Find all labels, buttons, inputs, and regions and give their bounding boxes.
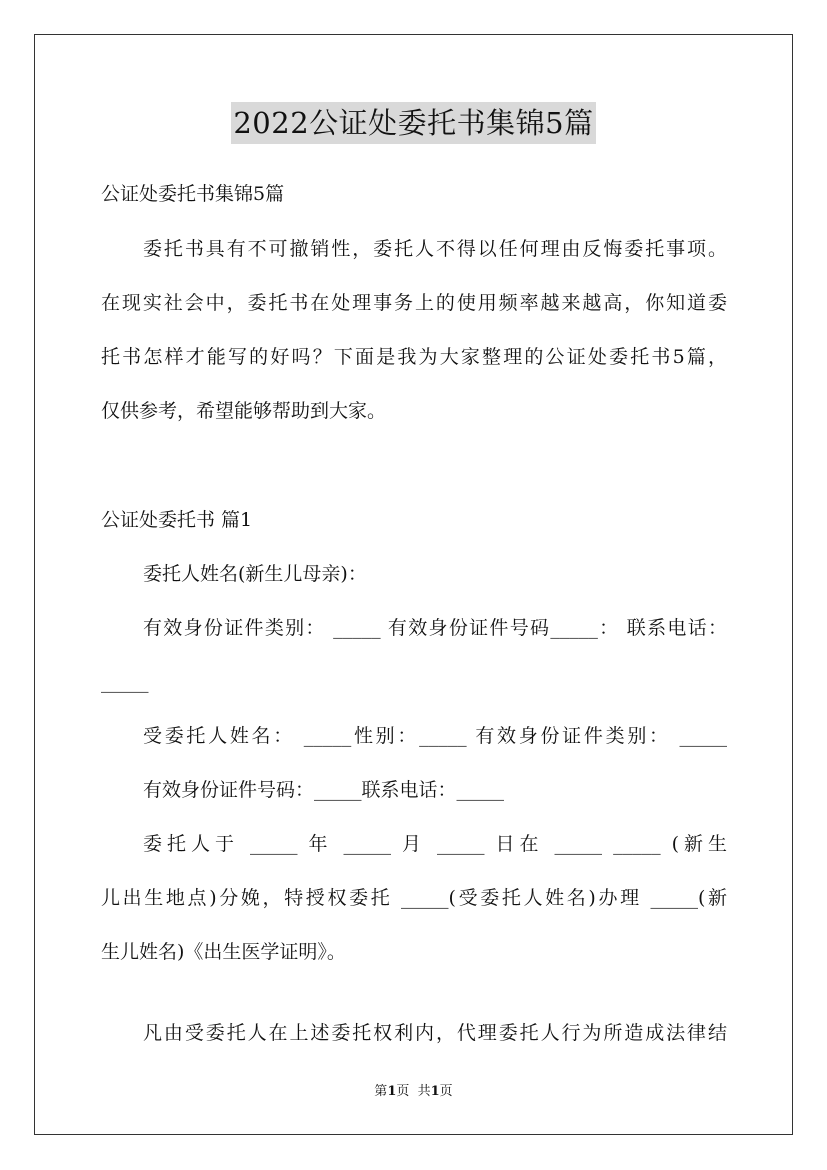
body-line-3: _____ xyxy=(101,671,149,693)
body-line-4: 受委托人姓名： _____性别：_____ 有效身份证件类别： _____ xyxy=(143,725,727,747)
section-heading: 公证处委托书 篇1 xyxy=(101,509,253,531)
footer-page-total: 1 xyxy=(430,1084,440,1099)
intro-line-4: 仅供参考，希望能够帮助到大家。 xyxy=(101,400,387,422)
document-title: 2022公证处委托书集锦5篇 xyxy=(231,102,595,144)
intro-line-2: 在现实社会中，委托书在处理事务上的使用频率越来越高，你知道委 xyxy=(101,292,727,314)
body-line-8: 生儿姓名)《出生医学证明》。 xyxy=(101,941,346,963)
page-footer xyxy=(0,1083,827,1101)
title-container xyxy=(0,102,827,144)
document-subtitle: 公证处委托书集锦5篇 xyxy=(101,183,285,205)
footer-page-mid: 页 共 xyxy=(396,1084,431,1099)
body-line-1: 委托人姓名(新生儿母亲)： xyxy=(143,563,367,585)
body-line-6: 委托人于 _____ 年 _____ 月 _____ 日在 _____ _____ (新生 xyxy=(143,833,727,855)
intro-line-3: 托书怎样才能写的好吗？下面是我为大家整理的公证处委托书5篇， xyxy=(101,346,727,368)
body-line-9: 凡由受委托人在上述委托权利内，代理委托人行为所造成法律结 xyxy=(143,1022,727,1044)
intro-line-1: 委托书具有不可撤销性，委托人不得以任何理由反悔委托事项。 xyxy=(143,238,727,260)
footer-page-suffix: 页 xyxy=(439,1084,453,1099)
body-line-2: 有效身份证件类别： _____ 有效身份证件号码_____： 联系电话： xyxy=(143,617,727,639)
body-line-5: 有效身份证件号码：_____联系电话：_____ xyxy=(143,779,505,801)
footer-page-prefix: 第 xyxy=(374,1084,388,1099)
body-line-7: 儿出生地点)分娩，特授权委托 _____(受委托人姓名)办理 _____(新 xyxy=(101,887,727,909)
footer-page-number: 1 xyxy=(387,1084,397,1099)
